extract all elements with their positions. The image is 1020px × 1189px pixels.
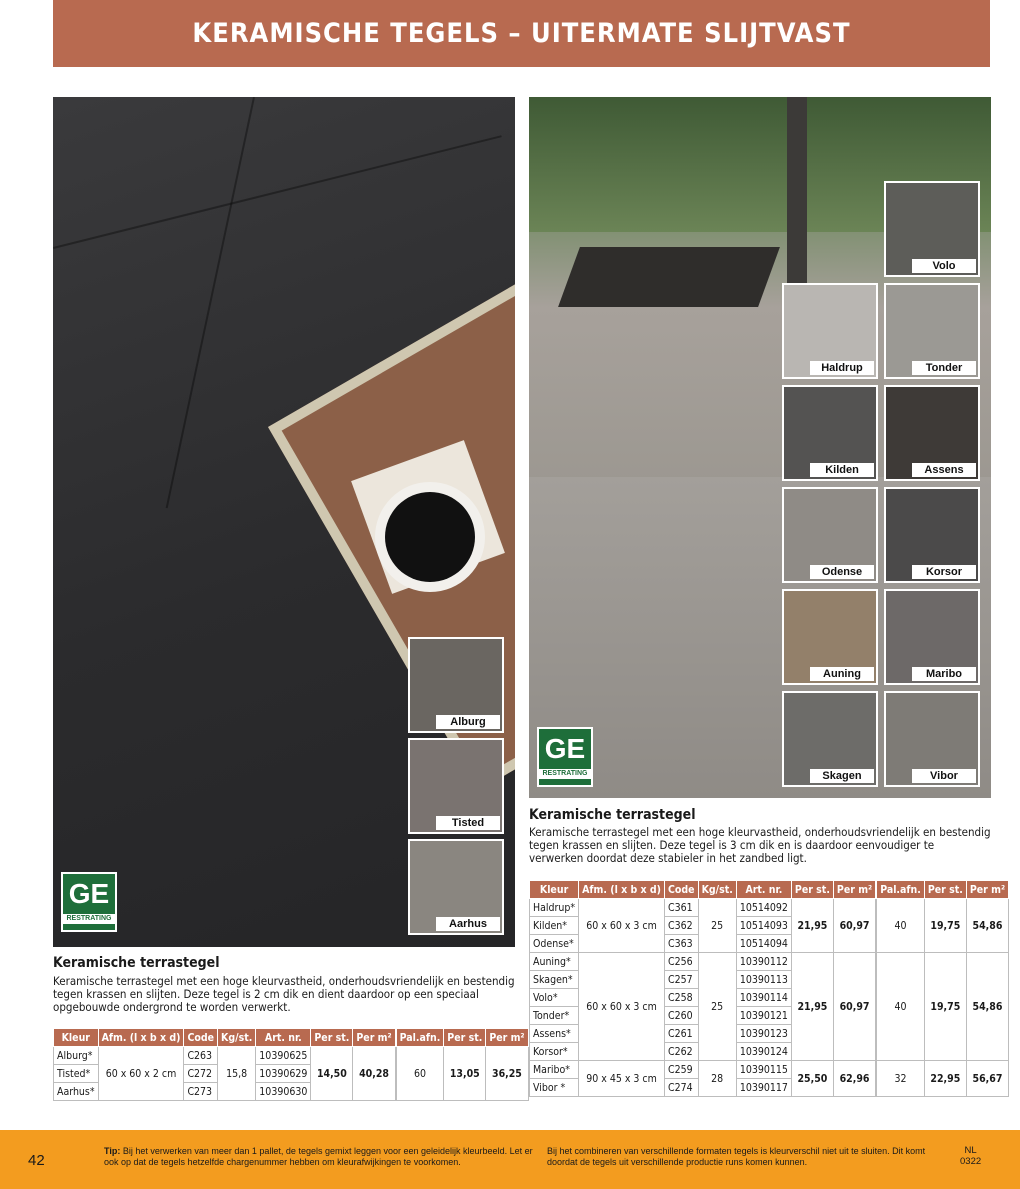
col-per-st: Per st. xyxy=(791,881,833,899)
table-row: Volo* C258 10390114 xyxy=(530,989,1009,1007)
ge-logo: GE RESTRATING xyxy=(61,872,117,932)
table-row: Alburg* 60 x 60 x 2 cm C263 15,8 10390625 14,50 40,28 60 13,05 36,25 xyxy=(54,1047,529,1065)
col-afm: Afm. (l x b x d) xyxy=(98,1029,184,1047)
table-row: Korsor* C262 10390124 xyxy=(530,1043,1009,1061)
right-product-description: Keramische terrastegel met een hoge kleurvastheid, onderhoudsvriendelijk en bestendig tegen krassen en slijten. Deze tegel is 3 cm dik en is daardoor eenvoudiger te verwerken doordat deze stabieler in het zandbed ligt. xyxy=(529,825,991,865)
footer-bar xyxy=(0,1130,1020,1189)
swatch-maribo: Maribo xyxy=(884,589,980,685)
col-per-st: Per st. xyxy=(311,1029,353,1047)
swatch-kilden: Kilden xyxy=(782,385,878,481)
swatch-haldrup: Haldrup xyxy=(782,283,878,379)
table-row: Vibor * C274 10390117 xyxy=(530,1079,1009,1097)
table-row: Tonder* C260 10390121 xyxy=(530,1007,1009,1025)
swatch-assens: Assens xyxy=(884,385,980,481)
lounge-chair xyxy=(558,247,780,307)
table-row: Auning* 60 x 60 x 3 cm C256 25 10390112 21,95 60,97 40 19,75 54,86 xyxy=(530,953,1009,971)
table-row: Aarhus* C273 10390630 xyxy=(54,1083,529,1101)
col-per-m2: Per m² xyxy=(353,1029,395,1047)
col-kleur: Kleur xyxy=(54,1029,99,1047)
col-kg: Kg/st. xyxy=(698,881,736,899)
swatch-korsor: Korsor xyxy=(884,487,980,583)
swatch-odense: Odense xyxy=(782,487,878,583)
swatch-skagen: Skagen xyxy=(782,691,878,787)
col-pal-per-st: Per st. xyxy=(924,881,966,899)
left-price-table xyxy=(53,1028,529,1101)
right-price-table xyxy=(529,880,1009,1097)
table-row: Skagen* C257 10390113 xyxy=(530,971,1009,989)
footer-tip-2: Bij het combineren van verschillende formaten tegels is kleurverschil niet uit te sluiten. Dit komt doordat de tegels uit verschillende productie runs komen kunnen. xyxy=(547,1146,926,1167)
swatch-tisted: Tisted xyxy=(408,738,504,834)
col-per-m2: Per m² xyxy=(833,881,875,899)
col-code: Code xyxy=(184,1029,218,1047)
swatch-aarhus: Aarhus xyxy=(408,839,504,935)
page-title: KERAMISCHE TEGELS – UITERMATE SLIJTVAST xyxy=(192,18,851,49)
col-kg: Kg/st. xyxy=(218,1029,256,1047)
swatch-auning: Auning xyxy=(782,589,878,685)
footer-tip: Tip: Bij het verwerken van meer dan 1 pallet, de tegels gemixt leggen voor een geleidelijk kleurbeeld. Let er ook op dat de tegels hetzelfde chargenummer hebben om kleurafwijkingen te voorkomen. xyxy=(104,1146,533,1167)
table-row: Maribo* 90 x 45 x 3 cm C259 28 10390115 25,50 62,96 32 22,95 56,67 xyxy=(530,1061,1009,1079)
table-row: Odense* C363 10514094 xyxy=(530,935,1009,953)
col-kleur: Kleur xyxy=(530,881,579,899)
col-pal-per-m2: Per m² xyxy=(966,881,1008,899)
col-pal-per-m2: Per m² xyxy=(486,1029,528,1047)
footer-code: NL 0322 xyxy=(960,1145,982,1167)
col-art: Art. nr. xyxy=(736,881,791,899)
table-row: Kilden* C362 10514093 xyxy=(530,917,1009,935)
table-row: Assens* C261 10390123 xyxy=(530,1025,1009,1043)
col-art: Art. nr. xyxy=(256,1029,311,1047)
table-row: Tisted* C272 10390629 xyxy=(54,1065,529,1083)
page-number: 42 xyxy=(28,1152,45,1169)
col-pal: Pal.afn. xyxy=(877,881,925,899)
col-afm: Afm. (l x b x d) xyxy=(579,881,665,899)
col-pal: Pal.afn. xyxy=(396,1029,444,1047)
col-code: Code xyxy=(664,881,698,899)
swatch-alburg: Alburg xyxy=(408,637,504,733)
right-product-title: Keramische terrastegel xyxy=(529,807,696,823)
page-title-banner xyxy=(53,0,990,67)
swatch-vibor: Vibor xyxy=(884,691,980,787)
swatch-volo: Volo xyxy=(884,181,980,277)
left-product-description: Keramische terrastegel met een hoge kleurvastheid, onderhoudsvriendelijk en bestendig tegen krassen en slijten. Deze tegel is 2 cm dik en dient daardoor op een speciaal opgebouwde ondergrond te worden verwerkt. xyxy=(53,974,515,1014)
col-pal-per-st: Per st. xyxy=(444,1029,486,1047)
swatch-tonder: Tonder xyxy=(884,283,980,379)
left-product-title: Keramische terrastegel xyxy=(53,955,220,971)
ge-logo-2: GE RESTRATING xyxy=(537,727,593,787)
table-row: Haldrup* 60 x 60 x 3 cm C361 25 10514092 21,95 60,97 40 19,75 54,86 xyxy=(530,899,1009,917)
coffee-cup xyxy=(375,482,485,592)
